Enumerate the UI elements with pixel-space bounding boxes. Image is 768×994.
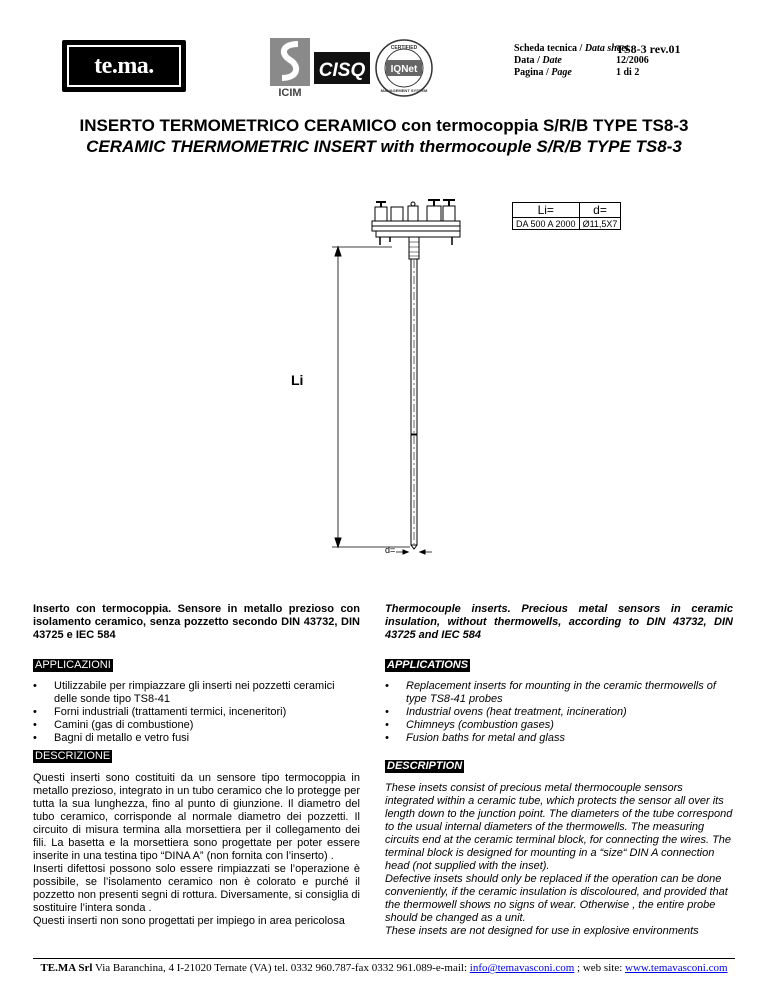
title-italian: INSERTO TERMOMETRICO CERAMICO con termocoppia S/R/B TYPE TS8-3 [79,116,689,135]
insert-technical-drawing [330,190,640,570]
dimension-label-d: d= [385,545,396,555]
terminal-screw [375,202,387,221]
iqnet-text: IQNet [390,64,418,75]
certification-logos [270,38,438,98]
applications-list-italian [33,680,360,745]
list-item: • Bagni di metallo e vetro fusi [33,732,360,745]
footer-web-label: ; web site: [574,962,626,974]
applications-heading-english: APPLICATIONS [387,659,469,671]
iqnet-management-text: MANAGEMENT SYSTEM [380,88,428,93]
sheet-label-en: Data sheet [584,43,629,54]
description-paragraph: Defective insets should only be replaced if the operation can be done conveniently, if the ceramic insulation is discoloured, and provided that the thermowell shows no signs of wear. Otherwise , the entire probe should be changed as a unit. [385,873,728,924]
date-label-en: Date [542,55,562,66]
title-english: CERAMIC THERMOMETRIC INSERT with thermocouple S/R/B TYPE TS8-3 [86,137,682,156]
list-item: • Industrial ovens (heat treatment, incineration) [385,706,733,719]
applications-section-italian [33,655,360,745]
applications-list-english [385,680,733,745]
cisq-logo-text: CISQ [318,60,366,81]
footer-website-link[interactable]: www.temavasconi.com [625,962,728,974]
table-header-d: d= [579,203,621,218]
description-paragraph: These insets are not designed for use in explosive environments [385,925,699,937]
iqnet-seal [376,40,432,96]
page-label-en: Page [551,67,572,78]
description-heading-italian: DESCRIZIONE [35,750,111,762]
description-paragraph: Inserti difettosi possono solo essere rimpiazzati se l’operazione è possibile, se l’isolamento ceramico non è colorato e purché il pozzetto non presenti segni di rottura. Diversamente, si consiglia di sostituire l’intera sonda . [33,863,360,914]
base-plate [376,231,460,237]
description-text-italian [33,772,360,928]
dimension-table [512,202,621,230]
intro-english: Thermocouple inserts. Precious metal sensors in ceramic insulation, without thermowells, according to DIN 43732, DIN 43725 and IEC 584 [385,603,733,641]
description-text-english [385,782,733,938]
table-value-li: DA 500 A 2000 [513,218,580,230]
sheet-label: Scheda tecnica [514,43,578,54]
header-meta-labels: Scheda tecnica / Data sheet Data / Date Pagina / Page [514,43,629,78]
footer-company: TE.MA Srl [40,962,93,974]
footer-divider [33,958,735,959]
description-section-italian [33,746,360,928]
terminal-screw [427,200,441,221]
table-value-d: Ø11,5X7 [579,218,621,230]
description-section-english [385,756,733,938]
page-number: 1 di 2 [616,67,640,78]
header-meta-values [616,43,680,79]
applications-section-english [385,655,733,745]
description-paragraph: Questi inserti non sono progettati per impiego in area pericolosa [33,915,345,927]
footer-email-link[interactable]: info@temavasconi.com [469,962,575,974]
list-item: • Fusion baths for metal and glass [385,732,733,745]
terminal-screw [391,207,403,221]
page-label: Pagina [514,67,544,78]
dimension-label-li: Li [291,372,304,388]
tema-logo-text: te.ma. [94,52,154,79]
cisq-logo [314,52,370,84]
list-item: • Replacement inserts for mounting in the ceramic thermowells of type TS8-41 probes [385,680,733,706]
icim-logo [270,38,310,98]
icim-logo-text: ICIM [278,87,302,98]
list-item: • Forni industriali (trattamenti termici, inceneritori) [33,706,360,719]
iqnet-certified-text: CERTIFIED [390,45,418,51]
intro-italian: Inserto con termocoppia. Sensore in metallo prezioso con isolamento ceramico, senza pozzetto secondo DIN 43732, DIN 43725 e IEC 584 [33,603,360,641]
date-label: Data [514,55,535,66]
list-item: • Utilizzabile per rimpiazzare gli inserti nei pozzetti ceramici delle sonde tipo TS8-41 [33,680,360,706]
document-date: 12/2006 [616,55,649,66]
terminal-screw [408,202,418,221]
document-code: TS8-3 rev.01 [616,42,681,56]
terminal-screw [443,200,455,221]
description-heading-english: DESCRIPTION [387,760,463,772]
footer [0,962,768,974]
list-item: • Camini (gas di combustione) [33,719,360,732]
footer-address: Via Baranchina, 4 I-21020 Ternate (VA) tel. 0332 960.787-fax 0332 961.089-e-mail: [92,962,470,974]
description-paragraph: Questi inserti sono costituiti da un sensore tipo termocoppia in metallo prezioso, integrato in un tubo ceramico che lo protegge per tutta la sua lunghezza, fino al punto di giunzione. Il diametro del tubo ceramico, corrisponde al normale diametro dei pozzetti. Il circuito di misura termina alla morsettiera per il collegamento dei fili. La basetta e la morsettiera sono progettate per poter essere inserite in una testina tipo “DINA A” (non fornita con l’inserto) . [33,772,360,862]
table-header-li: Li= [513,203,580,218]
tema-logo [62,40,186,92]
list-item: • Chimneys (combustion gases) [385,719,733,732]
applications-heading-italian: APPLICAZIONI [35,659,111,671]
description-paragraph: These insets consist of precious metal thermocouple sensors integrated within a ceramic tube, which protects the sensor all over its length down to the junction point. The diameters of the tube correspond to the usual internal diameters of the thermowells. The measuring circuits end at the ceramic terminal block, for connecting the wires. The terminal block is designed for mounting in a “size“ DIN A connection head (not supplied with the inset). [385,782,733,872]
